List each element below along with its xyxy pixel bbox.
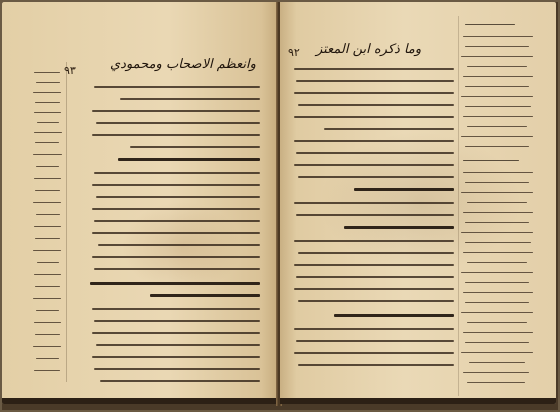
right-page-edge (280, 398, 556, 404)
right-page (280, 2, 556, 404)
section-heading-4 (334, 314, 454, 317)
right-page-text (294, 62, 454, 382)
page-number-right: ٩٢ (288, 46, 300, 59)
right-margin-annotation (458, 16, 549, 396)
left-page (2, 2, 278, 404)
manuscript-spread (2, 2, 558, 410)
section-heading-1 (118, 158, 260, 161)
left-page-header: وانعظم الاصحاب ومحمودي (110, 57, 256, 72)
section-heading-3 (354, 188, 454, 191)
left-page-edge (2, 398, 278, 404)
section-heading-2 (90, 282, 260, 285)
left-margin-annotation (32, 62, 67, 382)
left-page-text (90, 80, 262, 390)
right-page-header: وما ذكره ابن المعتز (316, 42, 422, 57)
page-number-left: ٩٣ (64, 64, 76, 77)
